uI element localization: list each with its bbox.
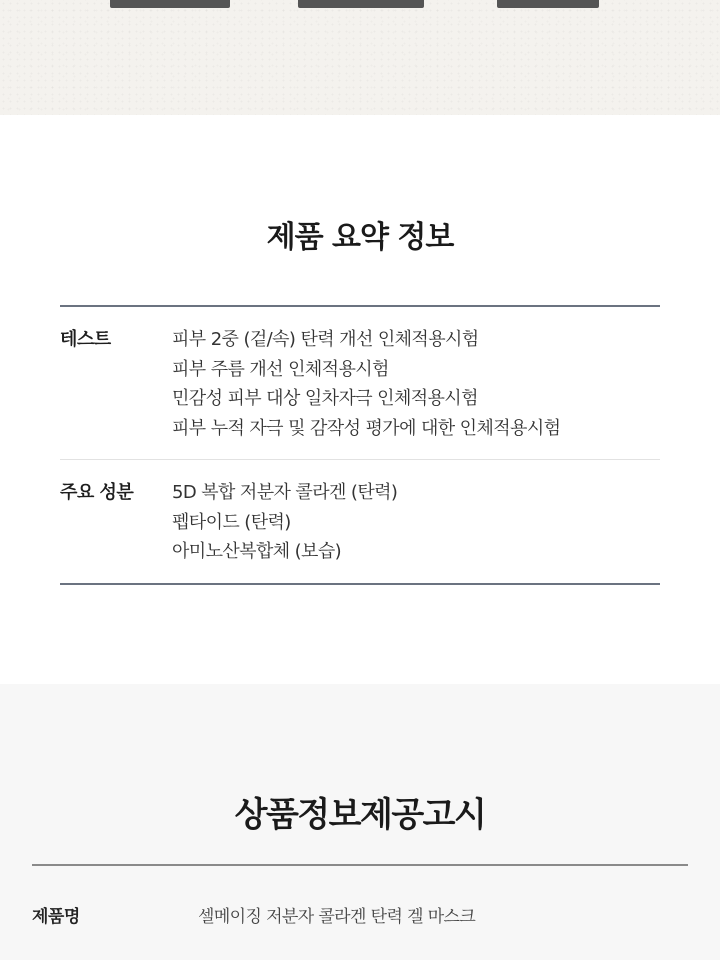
summary-value: 피부 주름 개선 인체적용시험: [172, 358, 389, 380]
summary-table: [60, 305, 660, 585]
summary-row-label: 주요 성분: [60, 482, 134, 503]
product-notice-title: 상품정보제공고시: [234, 795, 486, 835]
summary-row-values: [172, 478, 660, 567]
top-nav-item-cropped-1: [110, 0, 230, 8]
top-nav-item-cropped-2: [298, 0, 424, 8]
product-name-value: 셀메이징 저분자 콜라겐 탄력 겔 마스크: [198, 907, 476, 927]
product-notice-section: [0, 684, 720, 960]
product-name-label: 제품명: [32, 907, 80, 927]
summary-row-test: [60, 307, 660, 459]
summary-row-label: 테스트: [60, 329, 111, 350]
summary-row-ingredients: [60, 459, 660, 583]
summary-title: 제품 요약 정보: [266, 220, 454, 255]
top-banner-background: [0, 0, 720, 115]
summary-row-values: [172, 325, 660, 443]
summary-value: 피부 누적 자극 및 감작성 평가에 대한 인체적용시험: [172, 417, 561, 439]
top-nav-item-cropped-3: [497, 0, 599, 8]
summary-value: 5D 복합 저분자 콜라겐 (탄력): [172, 482, 398, 503]
summary-value: 아미노산복합체 (보습): [172, 541, 342, 562]
summary-value: 피부 2중 (겉/속) 탄력 개선 인체적용시험: [172, 329, 479, 350]
summary-value: 민감성 피부 대상 일차자극 인체적용시험: [172, 388, 478, 409]
product-notice-divider: [32, 864, 688, 866]
summary-value: 펩타이드 (탄력): [172, 511, 291, 533]
